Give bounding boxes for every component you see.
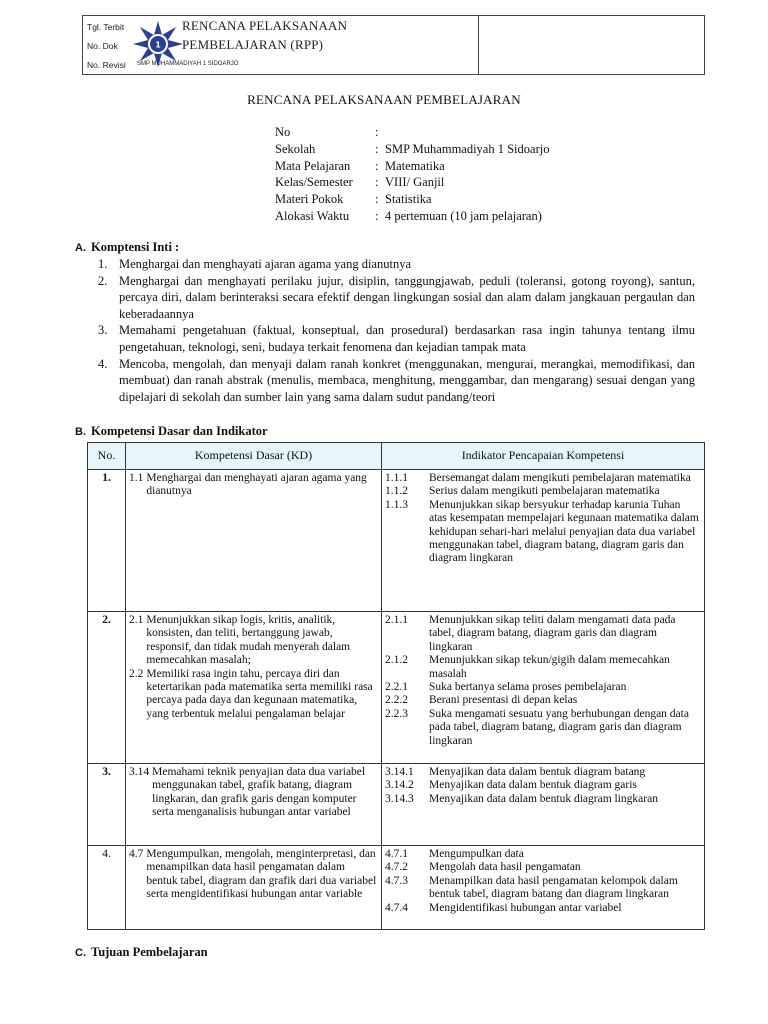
indicator-text: Menyajikan data dalam bentuk diagram lingkaran xyxy=(429,792,658,805)
info-value: SMP Muhammadiyah 1 Sidoarjo xyxy=(385,141,550,156)
list-item-text: Mencoba, mengolah, dan menyaji dalam ranah konkret (menggunakan, mengurai, merangkai, memodifikasi, dan membuat) dan ranah abstrak (menulis, membaca, menghitung, menggambar, dan mengarang) sesuai dengan yang dipelajari di sekolah dan sumber lain yang sama dalam sudut pandang/teori xyxy=(119,356,695,404)
info-separator: : xyxy=(375,141,379,156)
info-value: Statistika xyxy=(385,192,432,207)
table-cell-indikator xyxy=(382,846,705,930)
header-label-no-revisi: No. Revisi xyxy=(87,60,126,70)
kompetensi-dasar-table xyxy=(87,442,705,930)
table-cell-no: 1. xyxy=(88,470,126,612)
info-label: No xyxy=(275,125,291,139)
kd-item xyxy=(129,668,378,722)
indicator-item xyxy=(385,614,701,654)
document-header-left-cell xyxy=(83,16,479,75)
info-label: Alokasi Waktu xyxy=(275,208,350,223)
indicator-item xyxy=(385,848,701,861)
info-separator: : xyxy=(375,175,379,190)
indicator-number: 2.2.3 xyxy=(385,707,408,720)
table-row xyxy=(88,764,705,846)
indicator-item xyxy=(385,793,701,806)
indicator-number: 4.7.4 xyxy=(385,901,408,914)
info-separator: : xyxy=(375,192,379,207)
indicator-number: 1.1.3 xyxy=(385,498,408,511)
indicator-item xyxy=(385,902,701,915)
kd-item xyxy=(129,848,378,902)
indicator-item xyxy=(385,861,701,874)
kd-item xyxy=(129,766,378,820)
indicator-number: 2.2.1 xyxy=(385,681,408,694)
info-value: Matematika xyxy=(385,158,445,173)
indicator-number: 2.1.2 xyxy=(385,654,408,667)
indicator-text: Menyajikan data dalam bentuk diagram garis xyxy=(429,779,637,792)
indicator-text: Suka mengamati sesuatu yang berhubungan dengan data pada tabel, diagram batang, diagram garis dan diagram lingkaran xyxy=(429,707,689,747)
section-b-heading xyxy=(75,424,268,439)
table-cell-kd xyxy=(126,470,382,612)
header-label-no-dok: No. Dok xyxy=(87,41,118,51)
info-value: VIII/ Ganjil xyxy=(385,175,445,190)
list-item-number: 1. xyxy=(98,257,108,271)
info-row-no xyxy=(275,124,549,141)
section-title: Tujuan Pembelajaran xyxy=(91,945,208,959)
list-item-number: 4. xyxy=(98,356,108,371)
table-cell-no: 4. xyxy=(88,846,126,930)
header-title-line1: RENCANA PELAKSANAAN xyxy=(182,18,348,33)
table-row xyxy=(88,612,705,764)
kd-item xyxy=(129,614,378,668)
indicator-item xyxy=(385,708,701,748)
indicator-number: 4.7.2 xyxy=(385,861,408,874)
list-item-text: Menghargai dan menghayati ajaran agama yang dianutnya xyxy=(119,257,412,271)
section-letter: C. xyxy=(75,947,86,959)
info-separator: : xyxy=(375,208,379,223)
info-row-sekolah xyxy=(275,141,549,158)
table-cell-indikator xyxy=(382,612,705,764)
table-cell-indikator xyxy=(382,764,705,846)
table-cell-kd xyxy=(126,846,382,930)
section-letter: B. xyxy=(75,426,86,438)
indicator-number: 2.1.1 xyxy=(385,614,408,626)
indicator-text: Bersemangat dalam mengikuti pembelajaran matematika xyxy=(429,472,691,484)
column-header-kd: Kompetensi Dasar (KD) xyxy=(126,443,382,470)
section-title: Komptensi Inti : xyxy=(91,240,180,254)
indicator-item xyxy=(385,694,701,707)
indicator-number: 2.2.2 xyxy=(385,694,408,707)
info-separator: : xyxy=(375,158,379,173)
list-item-number: 3. xyxy=(98,323,108,338)
header-row-no-revisi xyxy=(87,60,126,70)
table-cell-no: 3. xyxy=(88,764,126,846)
indicator-item xyxy=(385,485,701,498)
indicator-text: Suka bertanya selama proses pembelajaran xyxy=(429,681,627,694)
header-row-no-dok xyxy=(87,41,118,51)
indicator-text: Menunjukkan sikap tekun/gigih dalam memecahkan masalah xyxy=(429,654,670,680)
kd-number: 4.7 xyxy=(129,848,144,860)
header-label-tgl-terbit: Tgl. Terbit xyxy=(87,22,125,32)
kd-text: Memiliki rasa ingin tahu, percaya diri dan ketertarikan pada matematika serta memiliki rasa percaya pada daya dan kegunaan matematika, yang terbentuk melalui pengalaman belajar xyxy=(146,667,373,720)
indicator-item xyxy=(385,766,701,779)
indicator-item xyxy=(385,654,701,681)
indicator-number: 3.14.2 xyxy=(385,779,414,792)
indicator-text: Mengidentifikasi hubungan antar variabel xyxy=(429,901,622,914)
document-header-right-cell xyxy=(479,16,705,75)
indicator-text: Menyajikan data dalam bentuk diagram batang xyxy=(429,766,646,778)
indicator-text: Berani presentasi di depan kelas xyxy=(429,694,578,707)
indicator-item xyxy=(385,779,701,792)
indicator-number: 1.1.2 xyxy=(385,485,408,498)
list-item xyxy=(98,273,695,323)
indicator-text: Menunjukkan sikap teliti dalam mengamati data pada tabel, diagram batang, diagram garis dan diagram lingkaran xyxy=(429,614,676,653)
indicator-item xyxy=(385,499,701,566)
kd-text: Mengumpulkan, mengolah, menginterpretasi, dan menampilkan data hasil pengamatan dalam bentuk tabel, diagram dan grafik dari dua variabel serta mengidentifikasi hubungan antar variable xyxy=(146,848,377,901)
kd-text: Menunjukkan sikap logis, kritis, analitik, konsisten, dan teliti, bertanggung jawab, responsif, dan tidak mudah menyerah dalam memecahkan masalah; xyxy=(146,614,351,667)
indicator-number: 4.7.1 xyxy=(385,848,408,860)
info-row-mata-pelajaran xyxy=(275,158,549,175)
kd-number: 3.14 xyxy=(129,766,150,778)
info-label: Mata Pelajaran xyxy=(275,158,351,173)
kd-text: Menghargai dan menghayati ajaran agama yang dianutnya xyxy=(146,472,367,498)
section-letter: A. xyxy=(75,242,86,254)
rpp-identity-block xyxy=(275,124,549,225)
indicator-text: Mengolah data hasil pengamatan xyxy=(429,861,581,874)
table-cell-no: 2. xyxy=(88,612,126,764)
info-row-materi-pokok xyxy=(275,191,549,208)
kd-text: Memahami teknik penyajian data dua variabel menggunakan tabel, grafik batang, diagram lingkaran, dan grafik garis dengan komputer serta menganalisis hubungan antar variabel xyxy=(152,766,366,819)
info-label: Sekolah xyxy=(275,141,316,156)
section-title: Kompetensi Dasar dan Indikator xyxy=(91,424,268,438)
indicator-text: Serius dalam mengikuti pembelajaran matematika xyxy=(429,485,660,498)
info-row-kelas-semester xyxy=(275,174,549,191)
header-row-tgl-terbit xyxy=(87,22,124,32)
indicator-item xyxy=(385,681,701,694)
kd-number: 1.1 xyxy=(129,472,144,484)
indicator-number: 1.1.1 xyxy=(385,472,408,484)
list-item xyxy=(98,256,695,273)
list-item-number: 2. xyxy=(98,273,108,288)
info-value: 4 pertemuan (10 jam pelajaran) xyxy=(385,208,542,223)
section-c-heading xyxy=(75,945,208,960)
table-header-row xyxy=(88,443,705,470)
table-cell-kd xyxy=(126,612,382,764)
document-header-table xyxy=(82,15,705,75)
kd-item xyxy=(129,472,378,499)
kd-number: 2.2 xyxy=(129,667,144,680)
logo-caption: SMP MUHAMMADIYAH 1 SIDOARJO xyxy=(137,61,239,67)
table-cell-kd xyxy=(126,764,382,846)
list-item xyxy=(98,322,695,355)
indicator-number: 3.14.1 xyxy=(385,766,414,778)
document-title: RENCANA PELAKSANAAN PEMBELAJARAN xyxy=(247,92,521,107)
list-item-text: Menghargai dan menghayati perilaku jujur, disiplin, tanggungjawab, peduli (toleransi, gotong royong), santun, percaya diri, dalam berinteraksi secara efektif dengan lingkungan sosial dan alam dalam jangkauan pergaulan dan keberadaannya xyxy=(119,273,695,321)
kd-number: 2.1 xyxy=(129,614,144,626)
column-header-no: No. xyxy=(88,443,126,470)
table-row xyxy=(88,846,705,930)
indicator-item xyxy=(385,875,701,902)
indicator-text: Menampilkan data hasil pengamatan kelompok dalam bentuk tabel, diagram batang dan diagram lingkaran xyxy=(429,874,678,901)
list-item xyxy=(98,356,695,406)
indicator-item xyxy=(385,472,701,485)
indicator-number: 4.7.3 xyxy=(385,874,408,887)
table-row xyxy=(88,470,705,612)
info-separator: : xyxy=(375,125,379,139)
indicator-text: Menunjukkan sikap bersyukur terhadap karunia Tuhan atas kesempatan mempelajari kegunaan matematika dalam kehidupan sehari-hari melalui penyajian data dua variabel menggunakan tabel, diagram batang, diagram garis dan diagram lingkaran xyxy=(429,498,699,565)
table-cell-indikator xyxy=(382,470,705,612)
info-label: Materi Pokok xyxy=(275,192,344,207)
section-a-heading xyxy=(75,240,179,255)
list-item-text: Memahami pengetahuan (faktual, konseptual, dan prosedural) berdasarkan rasa ingin tahunya tentang ilmu pengetahuan, teknologi, seni, budaya terkait fenomena dan kejadian tampak mata xyxy=(119,323,695,354)
svg-text:1: 1 xyxy=(155,40,161,50)
header-title-line2: PEMBELAJARAN (RPP) xyxy=(182,37,324,52)
info-label: Kelas/Semester xyxy=(275,175,353,190)
info-row-alokasi-waktu xyxy=(275,208,549,225)
column-header-indikator: Indikator Pencapaian Kompetensi xyxy=(382,443,705,470)
indicator-text: Mengumpulkan data xyxy=(429,848,524,860)
kompetensi-inti-list xyxy=(98,256,695,405)
indicator-number: 3.14.3 xyxy=(385,792,414,805)
